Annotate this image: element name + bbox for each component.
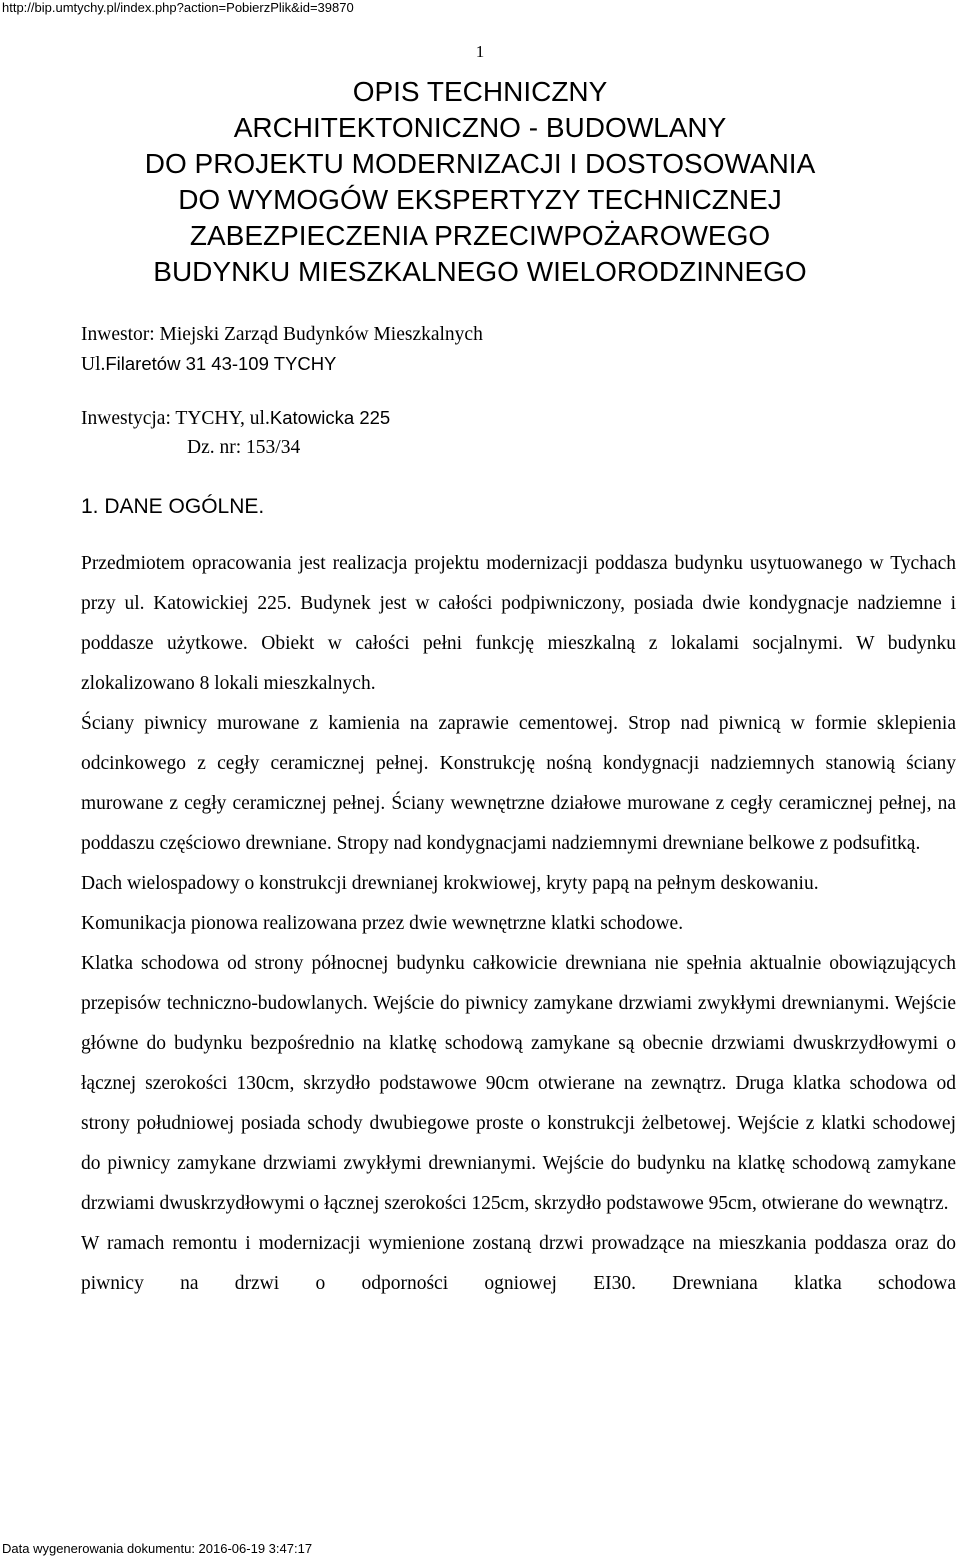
title-line: ARCHITEKTONICZNO - BUDOWLANY <box>233 112 727 143</box>
title-line: DO WYMOGÓW EKSPERTYZY TECHNICZNEJ <box>178 184 782 215</box>
investor-address-prefix: Ul. <box>81 354 106 375</box>
paragraph: Klatka schodowa od strony północnej budynku całkowicie drewniana nie spełnia aktualnie obowiązujących przepisów techniczno-budowlanych. Wejście do piwnicy zamykane drzwiami zwykłymi drewnianymi. Wejście główne do budynku bezpośrednio na klatkę schodową zamykane są obecnie drzwiami dwuskrzydłowymi o łącznej szerokości 130cm, skrzydło podstawowe 90cm otwierane na zewnątrz. Druga klatka schodowa od strony południowej posiada schody dwubiegowe proste o konstrukcji żelbetowej. Wejście z klatki schodowej do piwnicy zamykane drzwiami zwykłymi drewnianymi. Wejście do budynku na klatkę schodową zamykane drzwiami dwuskrzydłowymi o łącznej szerokości 125cm, skrzydło podstawowe 95cm, otwierane do wewnątrz. <box>81 953 956 1214</box>
investor-address <box>81 352 336 377</box>
paragraph: Przedmiotem opracowania jest realizacja projektu modernizacji poddasza budynku usytuowanego w Tychach przy ul. Katowickiej 225. Budynek jest w całości podpiwniczony, posiada dwie kondygnacje nadziemne i poddasze użytkowe. Obiekt w całości pełni funkcję mieszkalną z lokalami socjalnymi. W budynku zlokalizowano 8 lokali mieszkalnych. <box>81 553 956 694</box>
page-number: 1 <box>475 42 485 61</box>
paragraph: Dach wielospadowy o konstrukcji drewnianej krokwiowej, kryty papą na pełnym deskowaniu. <box>81 873 819 894</box>
paragraph: Ściany piwnicy murowane z kamienia na zaprawie cementowej. Strop nad piwnicą w formie sklepienia odcinkowego z cegły ceramicznej pełnej. Konstrukcję nośną kondygnacji nadziemnych stanowią ściany murowane z cegły ceramicznej pełnej. Ściany wewnętrzne działowe murowane z cegły ceramicznej pełnej, na poddaszu częściowo drewniane. Stropy nad kondygnacjami nadziemnymi drewniane belkowe z podsufitką. <box>81 713 956 854</box>
investment-location <box>81 406 390 431</box>
investment-label-prefix: Inwestycja: TYCHY, ul. <box>81 408 270 429</box>
section-heading: 1. DANE OGÓLNE. <box>81 495 265 518</box>
investor-name: Inwestor: Miejski Zarząd Budynków Mieszkalnych <box>81 324 483 345</box>
paragraph: Komunikacja pionowa realizowana przez dwie wewnętrzne klatki schodowe. <box>81 913 684 934</box>
document-title <box>0 74 960 290</box>
generation-date: Data wygenerowania dokumentu: 2016-06-19 3:47:17 <box>2 1541 313 1556</box>
investment-label-rest: Katowicka 225 <box>269 407 391 428</box>
investor-address-rest: Filaretów 31 43-109 TYCHY <box>105 353 337 374</box>
title-line: BUDYNKU MIESZKALNEGO WIELORODZINNEGO <box>153 256 807 287</box>
paragraph: W ramach remontu i modernizacji wymienione zostaną drzwi prowadzące na mieszkania poddasza oraz do piwnicy na drzwi o odporności ogniowej EI30. Drewniana klatka schodowa <box>81 1233 956 1294</box>
title-line: DO PROJEKTU MODERNIZACJI I DOSTOSOWANIA <box>144 148 816 179</box>
title-line: OPIS TECHNICZNY <box>352 76 608 107</box>
source-url: http://bip.umtychy.pl/index.php?action=PobierzPlik&id=39870 <box>2 0 354 15</box>
document-body <box>81 544 956 1304</box>
title-line: ZABEZPIECZENIA PRZECIWPOŻAROWEGO <box>189 220 771 251</box>
plot-number: Dz. nr: 153/34 <box>187 437 301 458</box>
